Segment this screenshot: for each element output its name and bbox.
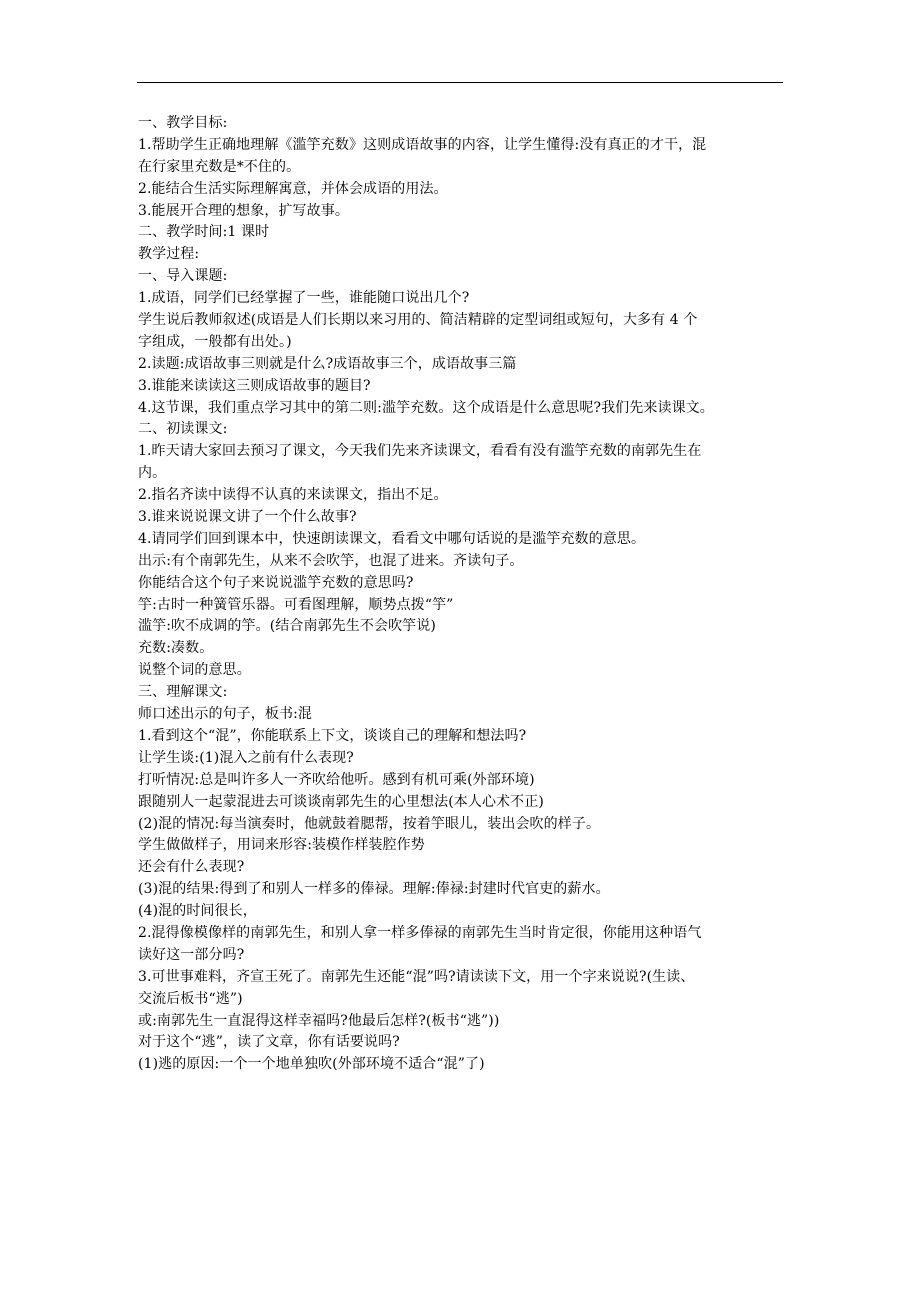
text-line: 3.谁能来读读这三则成语故事的题目? xyxy=(138,377,371,394)
header-rule xyxy=(137,82,783,83)
text-line: (1)逃的原因:一个一个地单独吹(外部环境不适合“混”了) xyxy=(138,1056,485,1073)
text-line: 2.指名齐读中读得不认真的来读课文，指出不足。 xyxy=(138,487,448,504)
text-line: 还会有什么表现? xyxy=(138,859,245,876)
text-line: 4.请同学们回到课本中，快速朗读课文，看看文中哪句话说的是滥竽充数的意思。 xyxy=(138,530,646,547)
text-line: 1.成语，同学们已经掌握了一些，谁能随口说出几个? xyxy=(138,290,470,307)
text-line: 跟随别人一起蒙混进去可谈谈南郭先生的心里想法(本人心术不正) xyxy=(138,793,544,810)
text-line: 3.能展开合理的想象，扩写故事。 xyxy=(138,202,349,219)
section-heading-teaching-process: 教学过程: xyxy=(138,246,200,263)
text-line: 你能结合这个句子来说说滥竽充数的意思吗? xyxy=(138,574,414,591)
text-line: 1.帮助学生正确地理解《滥竽充数》这则成语故事的内容，让学生懂得:没有真正的才干，混 xyxy=(138,136,707,153)
text-line: 出示:有个南郭先生，从来不会吹竽，也混了进来。齐读句子。 xyxy=(138,552,524,569)
text-line: 4.这节课，我们重点学习其中的第二则:滥竽充数。这个成语是什么意思呢?我们先来读课文。 xyxy=(138,399,714,416)
text-line: 2.混得像模像样的南郭先生，和别人拿一样多俸禄的南郭先生当时肯定很，你能用这种语气 xyxy=(138,924,702,941)
text-line: 学生说后教师叙述(成语是人们长期以来习用的、简洁精辟的定型词组或短句，大多有 4 个 xyxy=(138,312,698,329)
text-line: 3.可世事难料，齐宣王死了。南郭先生还能“混”吗?请读读下文，用一个字来说说?(生读、 xyxy=(138,968,695,985)
text-line: 对于这个“逃”，读了文章，你有话要说吗? xyxy=(138,1034,400,1051)
section-heading-first-reading: 二、初读课文: xyxy=(138,421,228,438)
text-line: 学生做做样子，用词来形容:装模作样装腔作势 xyxy=(138,837,425,854)
section-heading-understanding: 三、理解课文: xyxy=(138,684,228,701)
text-line: 2.读题:成语故事三则就是什么?成语故事三个，成语故事三篇 xyxy=(138,355,517,372)
text-line: (4)混的时间很长， xyxy=(138,903,257,920)
text-line: 内。 xyxy=(138,465,167,482)
text-line: 在行家里充数是*不住的。 xyxy=(138,158,301,175)
text-line: 打听情况:总是叫许多人一齐吹给他听。感到有机可乘(外部环境) xyxy=(138,771,535,788)
text-line: 或:南郭先生一直混得这样幸福吗?他最后怎样?(板书“逃”)) xyxy=(138,1012,500,1029)
text-line: 说整个词的意思。 xyxy=(138,662,251,679)
text-line: 字组成，一般都有出处。) xyxy=(138,333,292,350)
text-line: 让学生谈:(1)混入之前有什么表现? xyxy=(138,749,354,766)
text-line: (3)混的结果:得到了和别人一样多的俸禄。理解:俸禄:封建时代官吏的薪水。 xyxy=(138,881,610,898)
text-line: 2.能结合生活实际理解寓意，并体会成语的用法。 xyxy=(138,180,448,197)
text-line: 师口述出示的句子，板书:混 xyxy=(138,706,313,723)
section-heading-introduction: 一、导入课题: xyxy=(138,268,228,285)
text-line: 交流后板书“逃”) xyxy=(138,990,243,1007)
document-body xyxy=(138,113,786,1076)
text-line: 竽:古时一种簧管乐器。可看图理解，顺势点拨“竽” xyxy=(138,596,454,613)
text-line: 滥竽:吹不成调的竽。(结合南郭先生不会吹竽说) xyxy=(138,618,436,635)
text-line: 读好这一部分吗? xyxy=(138,946,245,963)
text-line: (2)混的情况:每当演奏时，他就鼓着腮帮，按着竽眼儿，装出会吹的样子。 xyxy=(138,815,601,832)
text-line: 1.昨天请大家回去预习了课文，今天我们先来齐读课文，看看有没有滥竽充数的南郭先生在 xyxy=(138,443,702,460)
section-heading-teaching-time: 二、教学时间:1 课时 xyxy=(138,224,270,241)
text-line: 3.谁来说说课文讲了一个什么故事? xyxy=(138,509,357,526)
section-heading-teaching-goals: 一、教学目标: xyxy=(138,115,228,131)
text-line: 充数:凑数。 xyxy=(138,640,214,657)
text-line: 1.看到这个“混”，你能联系上下文，谈谈自己的理解和想法吗? xyxy=(138,727,527,744)
